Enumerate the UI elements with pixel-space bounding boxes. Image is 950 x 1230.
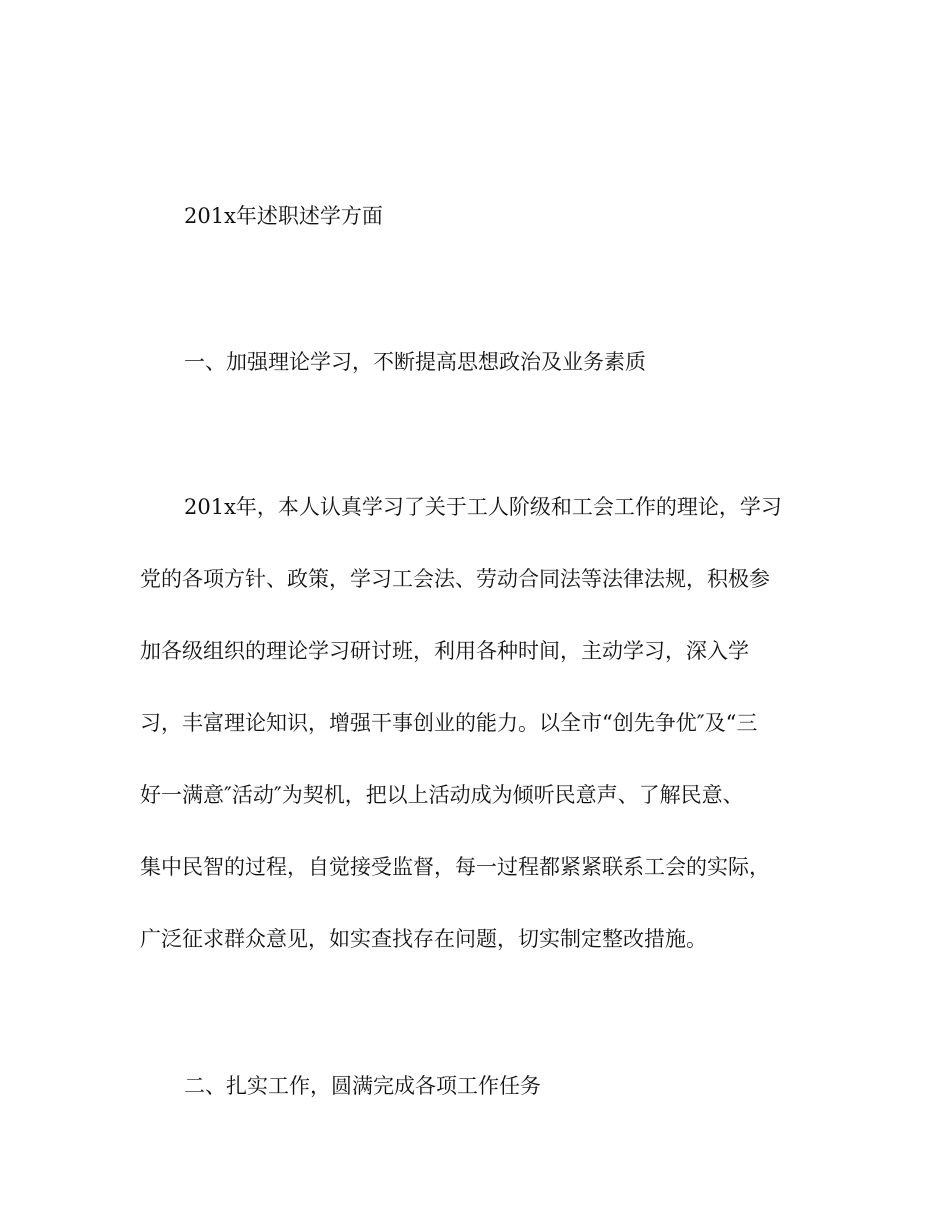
paragraph-1-line-3: 加各级组织的理论学习研讨班，利用各种时间，主动学习，深入学 [140, 639, 749, 663]
section-1-heading: 一、加强理论学习，不断提高思想政治及业务素质 [184, 350, 646, 374]
paragraph-1-line-4: 习，丰富理论知识，增强干事创业的能力。以全市“创先争优″及“三 [140, 711, 758, 735]
paragraph-1-line-6: 集中民智的过程，自觉接受监督，每一过程都紧紧联系工会的实际， [140, 855, 770, 879]
paragraph-1-line-2: 党的各项方针、政策，学习工会法、劳动合同法等法律法规，积极参 [140, 567, 770, 591]
section-2-heading: 二、扎实工作，圆满完成各项工作任务 [184, 1074, 541, 1098]
paragraph-1-line-7: 广泛征求群众意见，如实查找存在问题，切实制定整改措施。 [140, 927, 707, 951]
document-title: 201x年述职述学方面 [184, 204, 383, 228]
paragraph-1-line-1: 201x年，本人认真学习了关于工人阶级和工会工作的理论，学习 [184, 495, 782, 519]
paragraph-1-line-5: 好一满意″活动″为契机，把以上活动成为倾听民意声、了解民意、 [140, 783, 744, 807]
